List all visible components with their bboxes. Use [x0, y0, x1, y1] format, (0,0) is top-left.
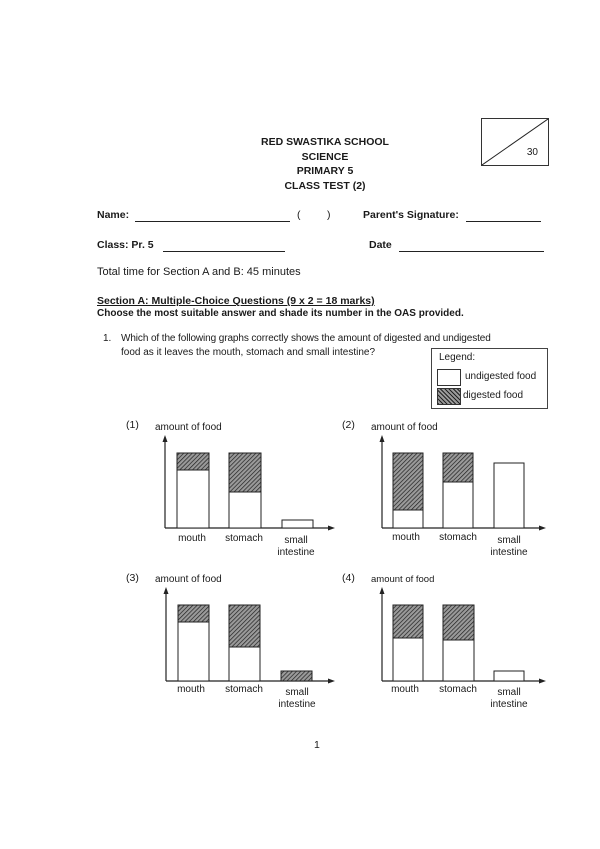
school-name: RED SWASTIKA SCHOOL: [261, 136, 389, 148]
graph-2-x-small: small: [497, 535, 521, 546]
graph-2-x-stomach: stomach: [439, 532, 477, 543]
graph-4-x-stomach: stomach: [439, 684, 477, 695]
graph-4-x-mouth: mouth: [391, 684, 419, 695]
level: PRIMARY 5: [296, 165, 354, 177]
index-paren-close: ): [327, 209, 331, 221]
graph-4-x-intestine: intestine: [490, 699, 528, 710]
question-text-line1: Which of the following graphs correctly shows the amount of digested and undigested: [121, 333, 491, 344]
section-a-title: Section A: Multiple-Choice Questions (9 x 2 = 18 marks): [97, 295, 375, 307]
graph-1-x-mouth: mouth: [178, 533, 206, 544]
class-label: Class: Pr. 5: [97, 239, 154, 251]
graph-2-ylabel: amount of food: [371, 422, 438, 433]
question-text-line2: food as it leaves the mouth, stomach and small intestine?: [121, 347, 376, 358]
name-label: Name:: [97, 209, 130, 221]
graph-1-x-small: small: [284, 535, 308, 546]
graph-4-x-small: small: [497, 687, 521, 698]
page-number: 1: [314, 739, 320, 751]
legend-title: Legend:: [439, 352, 476, 363]
graph-3-x-small: small: [285, 687, 309, 698]
graph-2-x-intestine: intestine: [490, 547, 528, 558]
graph-3-x-stomach: stomach: [225, 684, 263, 695]
graph-2-x-mouth: mouth: [392, 532, 420, 543]
option-4-number[interactable]: (4): [342, 572, 355, 584]
test-title: CLASS TEST (2): [284, 180, 366, 192]
subject: SCIENCE: [301, 151, 349, 163]
total-time: Total time for Section A and B: 45 minutes: [97, 266, 301, 278]
option-1-number[interactable]: (1): [126, 419, 139, 431]
legend-undigested-label: undigested food: [465, 371, 537, 382]
index-paren-open: (: [297, 209, 301, 221]
section-a-instruction: Choose the most suitable answer and shade its number in the OAS provided.: [97, 308, 464, 319]
question-number: 1.: [103, 333, 112, 344]
date-label: Date: [369, 239, 392, 251]
option-3-number[interactable]: (3): [126, 572, 139, 584]
legend-digested-label: digested food: [463, 390, 524, 401]
graph-1-ylabel: amount of food: [155, 422, 222, 433]
parent-signature-label: Parent's Signature:: [363, 209, 459, 221]
graph-4-ylabel: amount of food: [371, 574, 435, 585]
option-2-number[interactable]: (2): [342, 419, 355, 431]
graph-1-x-stomach: stomach: [225, 533, 263, 544]
graph-3-ylabel: amount of food: [155, 574, 222, 585]
total-marks: 30: [526, 147, 538, 158]
graph-1-x-intestine: intestine: [277, 547, 315, 558]
graph-3-x-mouth: mouth: [177, 684, 205, 695]
graph-3-x-intestine: intestine: [278, 699, 316, 710]
